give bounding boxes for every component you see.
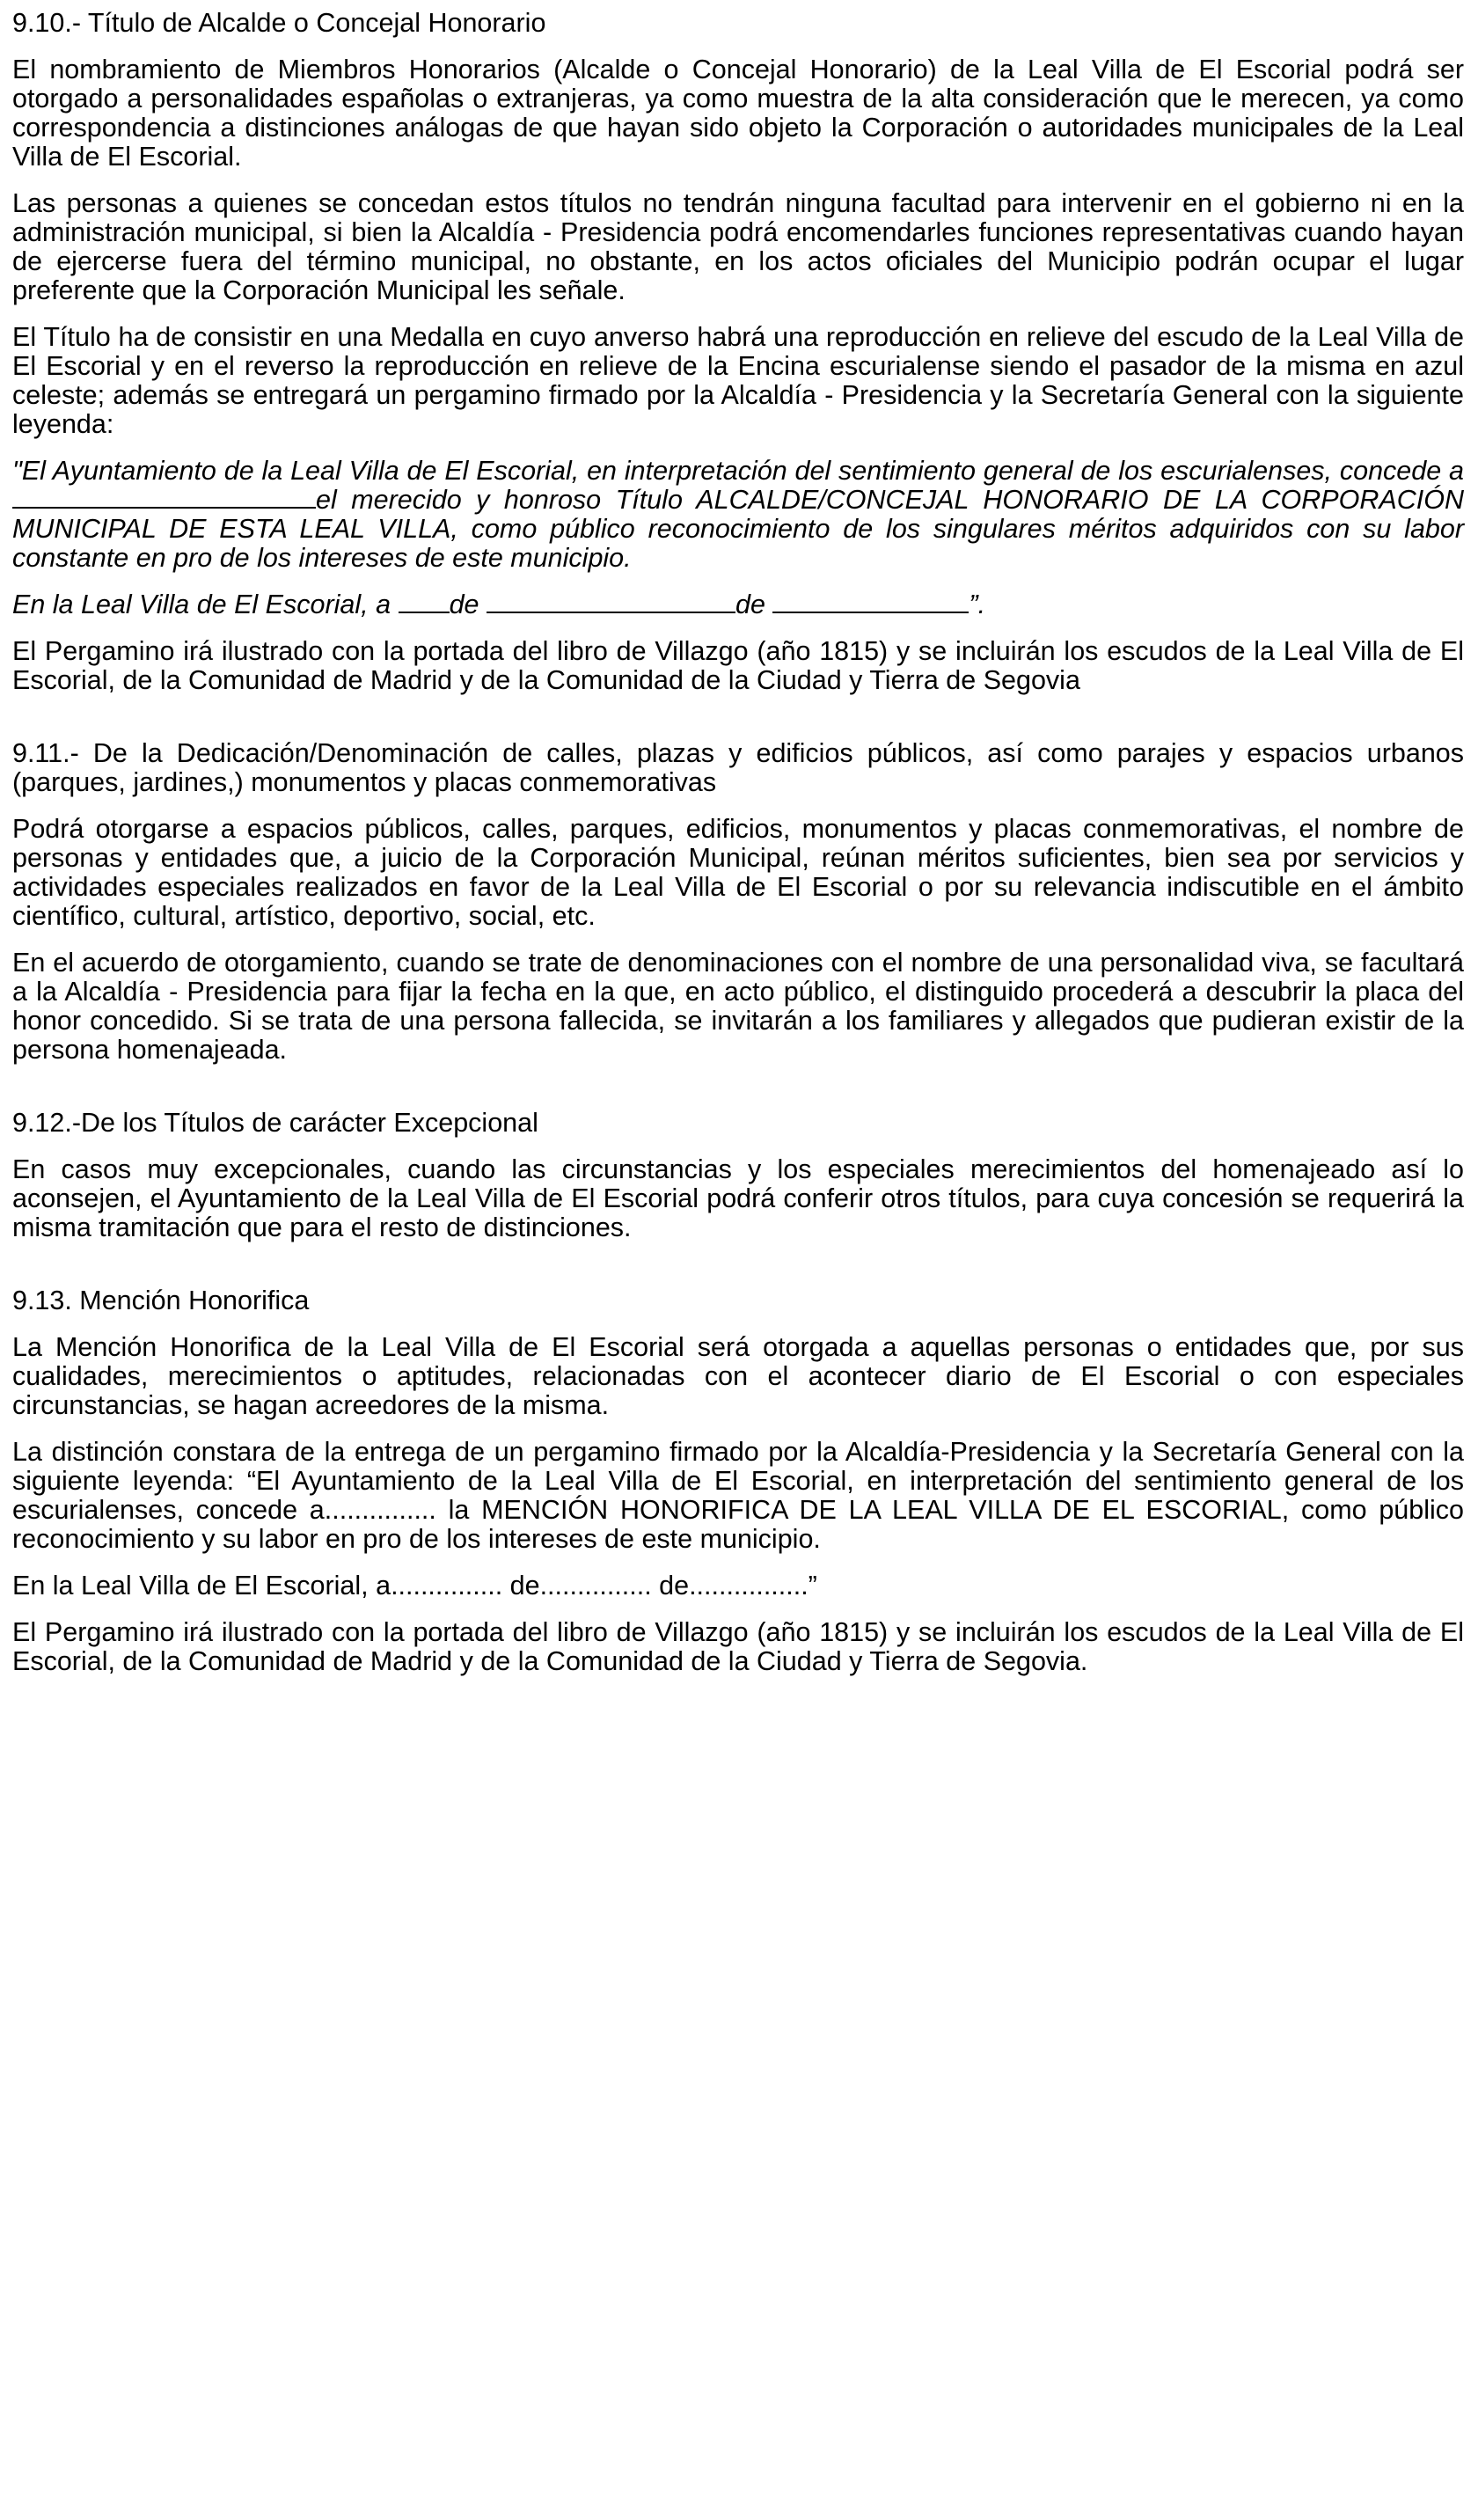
section-9-10-legend-quote xyxy=(12,457,1464,573)
section-9-13-date-line: En la Leal Villa de El Escorial, a............... de............... de................” xyxy=(12,1571,817,1601)
section-9-13-paragraph-1: La Mención Honorifica de la Leal Villa de El Escorial será otorgada a aquellas personas o entidades que, por sus cualidades, merecimientos o aptitudes, relacionadas con el acontecer diario de El Escorial o con especiales circunstancias, se hagan acreedores de la misma. xyxy=(12,1332,1464,1420)
section-9-10-legend-date xyxy=(12,590,1464,619)
section-spacer xyxy=(12,1082,1464,1109)
section-9-12-title: 9.12.-De los Títulos de carácter Excepcional xyxy=(12,1108,538,1138)
section-9-13-paragraph-3: El Pergamino irá ilustrado con la portada del libro de Villazgo (año 1815) y se incluirán los escudos de la Leal Villa de El Escorial, de la Comunidad de Madrid y de la Comunidad de la Ciudad y Tierra de Segovia. xyxy=(12,1617,1464,1676)
section-9-11-paragraph-1: Podrá otorgarse a espacios públicos, calles, parques, edificios, monumentos y placas conmemorativas, el nombre de personas y entidades que, a juicio de la Corporación Municipal, reúnan méritos suficientes, bien sea por servicios y actividades especiales realizados en favor de la Leal Villa de El Escorial o por su relevancia indiscutible en el ámbito científico, cultural, artístico, deportivo, social, etc. xyxy=(12,814,1464,931)
legend-year-blank xyxy=(772,611,969,613)
legend-name-blank xyxy=(12,506,316,509)
legend-quote-end: el merecido y honroso Título ALCALDE/CONCEJAL HONORARIO DE LA CORPORACIÓN MUNICIPAL DE ESTA LEAL VILLA, como público reconocimiento de los singulares méritos adquiridos con su labor constante en pro de los intereses de este municipio. xyxy=(12,485,1464,573)
legend-date-de-2: de xyxy=(735,590,765,619)
legend-date-place: En la Leal Villa de El Escorial, a xyxy=(12,590,391,619)
section-spacer xyxy=(12,713,1464,739)
section-9-10-title: 9.10.- Título de Alcalde o Concejal Honorario xyxy=(12,8,546,38)
legend-day-blank xyxy=(399,611,450,613)
section-9-11-paragraph-2: En el acuerdo de otorgamiento, cuando se trate de denominaciones con el nombre de una personalidad viva, se facultará a la Alcaldía - Presidencia para fijar la fecha en la que, en acto público, el distinguido procederá a descubrir la placa del honor concedido. Si se trata de una persona fallecida, se invitarán a los familiares y allegados que pudieran existir de la persona homenajeada. xyxy=(12,948,1464,1065)
section-9-13-title: 9.13. Mención Honorifica xyxy=(12,1286,310,1315)
section-9-10-paragraph-3: El Título ha de consistir en una Medalla en cuyo anverso habrá una reproducción en relieve del escudo de la Leal Villa de El Escorial y en el reverso la reproducción en relieve de la Encina escurialense siendo el pasador de la misma en azul celeste; además se entregará un pergamino firmado por la Alcaldía - Presidencia y la Secretaría General con la siguiente leyenda: xyxy=(12,322,1464,439)
legend-quote-start: "El Ayuntamiento de la Leal Villa de El Escorial, en interpretación del sentimiento general de los escurialenses, concede a xyxy=(12,456,1464,486)
legend-date-de-1: de xyxy=(449,590,479,619)
section-9-13-paragraph-2: La distinción constara de la entrega de un pergamino firmado por la Alcaldía-Presidencia y la Secretaría General con la siguiente leyenda: “El Ayuntamiento de la Leal Villa de El Escorial, en interpretación del sentimiento general de los escurialenses, concede a............... la MENCIÓN HONORIFICA DE LA LEAL VILLA DE EL ESCORIAL, como público reconocimiento y su labor en pro de los intereses de este municipio. xyxy=(12,1437,1464,1554)
legend-month-blank xyxy=(487,611,735,613)
section-9-10-paragraph-4: El Pergamino irá ilustrado con la portada del libro de Villazgo (año 1815) y se incluirán los escudos de la Leal Villa de El Escorial, de la Comunidad de Madrid y de la Comunidad de la Ciudad y Tierra de Segovia xyxy=(12,636,1464,695)
section-9-10-paragraph-1: El nombramiento de Miembros Honorarios (Alcalde o Concejal Honorario) de la Leal Villa de El Escorial podrá ser otorgado a personalidades españolas o extranjeras, ya como muestra de la alta consideración que le merecen, ya como correspondencia a distinciones análogas de que hayan sido objeto la Corporación o autoridades municipales de la Leal Villa de El Escorial. xyxy=(12,55,1464,172)
section-9-11-title: 9.11.- De la Dedicación/Denominación de calles, plazas y edificios públicos, así como parajes y espacios urbanos (parques, jardines,) monumentos y placas conmemorativas xyxy=(12,738,1464,797)
section-9-10-paragraph-2: Las personas a quienes se concedan estos títulos no tendrán ninguna facultad para intervenir en el gobierno ni en la administración municipal, si bien la Alcaldía - Presidencia podrá encomendarles funciones representativas cuando hayan de ejercerse fuera del término municipal, no obstante, en los actos oficiales del Municipio podrán ocupar el lugar preferente que la Corporación Municipal les señale. xyxy=(12,188,1464,305)
document-page xyxy=(12,9,1464,1694)
legend-date-close: ”. xyxy=(969,590,986,619)
section-spacer xyxy=(12,1260,1464,1286)
section-9-12-paragraph-1: En casos muy excepcionales, cuando las circunstancias y los especiales merecimientos del homenajeado así lo aconsejen, el Ayuntamiento de la Leal Villa de El Escorial podrá conferir otros títulos, para cuya concesión se requerirá la misma tramitación que para el resto de distinciones. xyxy=(12,1154,1464,1242)
